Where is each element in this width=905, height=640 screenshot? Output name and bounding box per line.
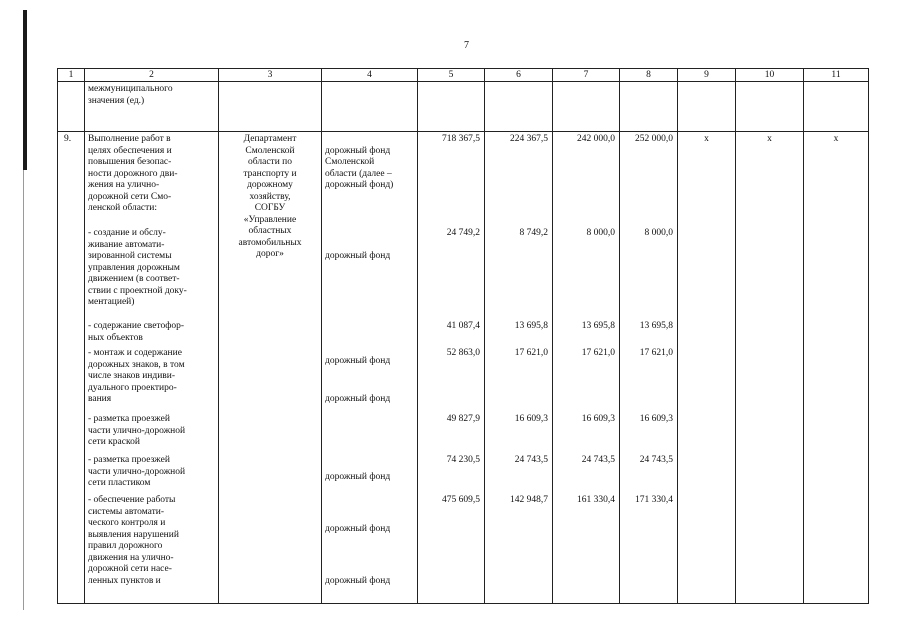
page-number: 7 xyxy=(464,40,469,51)
amount-value: 24 743,5 xyxy=(639,455,673,465)
amount-value: 17 621,0 xyxy=(581,348,615,358)
activity-cell xyxy=(85,132,219,604)
year3-amount-cell xyxy=(620,132,678,604)
program-table xyxy=(57,68,869,604)
continuation-row xyxy=(58,82,869,132)
activity-text: - обеспечение работы системы автомати- ческого контроля и выявления нарушений правил дорожного движения на улично- дорожной сети насе- ленных пунктов и xyxy=(88,495,179,586)
column-header: 1 xyxy=(58,69,85,82)
amount-value: 242 000,0 xyxy=(577,134,615,144)
col9-mark: х xyxy=(678,132,736,604)
column-header: 6 xyxy=(485,69,553,82)
amount-value: 52 863,0 xyxy=(446,348,480,358)
amount-value: 13 695,8 xyxy=(639,321,673,331)
amount-value: 24 743,5 xyxy=(514,455,548,465)
row-number: 9. xyxy=(58,132,85,604)
col11-mark: х xyxy=(804,132,869,604)
amount-value: 13 695,8 xyxy=(514,321,548,331)
column-header: 5 xyxy=(418,69,485,82)
activity-text: - монтаж и содержание дорожных знаков, в том числе знаков индиви- дуального проектиро- вания xyxy=(88,348,185,404)
column-header: 3 xyxy=(219,69,322,82)
amount-value: 74 230,5 xyxy=(446,455,480,465)
column-header: 11 xyxy=(804,69,869,82)
activity-text: - разметка проезжей части улично-дорожной сети краской xyxy=(88,414,186,447)
amount-value: 24 749,2 xyxy=(446,228,480,238)
column-header: 10 xyxy=(736,69,804,82)
amount-value: 16 609,3 xyxy=(581,414,615,424)
funding-source: дорожный фонд xyxy=(325,355,391,366)
amount-value: 8 000,0 xyxy=(644,228,673,238)
amount-value: 17 621,0 xyxy=(639,348,673,358)
column-number-row xyxy=(58,69,869,82)
amount-value: 49 827,9 xyxy=(446,414,480,424)
amount-value: 16 609,3 xyxy=(639,414,673,424)
activity-text: Выполнение работ в целях обеспечения и повышения безопас- ности дорожного дви- жения на улично- дорожной сети Смо- ленской области: xyxy=(88,134,178,213)
activity-text: - содержание светофор- ных объектов xyxy=(88,321,185,343)
activity-text: - создание и обслу- живание автомати- зированной системы управления дорожным движением (в соответ- ствии с проектной доку- ментацией) xyxy=(88,228,187,307)
activity-text: - разметка проезжей части улично-дорожной сети пластиком xyxy=(88,455,186,488)
column-header: 9 xyxy=(678,69,736,82)
column-header: 8 xyxy=(620,69,678,82)
total-amount-cell xyxy=(418,132,485,604)
continuation-text: межмуниципального значения (ед.) xyxy=(85,82,219,132)
amount-value: 718 367,5 xyxy=(442,134,480,144)
col10-mark: х xyxy=(736,132,804,604)
column-header: 2 xyxy=(85,69,219,82)
amount-value: 8 749,2 xyxy=(519,228,548,238)
funding-source: дорожный фонд xyxy=(325,394,391,404)
table-row xyxy=(58,132,869,604)
amount-value: 161 330,4 xyxy=(577,495,615,505)
amount-value: 16 609,3 xyxy=(514,414,548,424)
funding-source: дорожный фонд xyxy=(325,251,391,261)
amount-value: 24 743,5 xyxy=(581,455,615,465)
funding-source: дорожный фонд xyxy=(325,471,391,482)
column-header: 7 xyxy=(553,69,620,82)
amount-value: 8 000,0 xyxy=(586,228,615,238)
binder-edge-mark xyxy=(23,10,27,170)
column-header: 4 xyxy=(322,69,418,82)
year2-amount-cell xyxy=(553,132,620,604)
binder-edge-line xyxy=(23,170,24,610)
funding-source: дорожный фонд xyxy=(325,524,391,534)
year1-amount-cell xyxy=(485,132,553,604)
amount-value: 224 367,5 xyxy=(510,134,548,144)
amount-value: 41 087,4 xyxy=(446,321,480,331)
amount-value: 17 621,0 xyxy=(514,348,548,358)
amount-value: 171 330,4 xyxy=(635,495,673,505)
source-cell xyxy=(322,132,418,604)
funding-source: дорожный фонд Смоленской области (далее – дорожный фонд) xyxy=(325,145,394,190)
amount-value: 13 695,8 xyxy=(581,321,615,331)
executor-cell: Департамент Смоленской области по транспорту и дорожному хозяйству, СОГБУ «Управление областных автомобильных дорог» xyxy=(219,132,322,604)
amount-value: 475 609,5 xyxy=(442,495,480,505)
amount-value: 142 948,7 xyxy=(510,495,548,505)
funding-source: дорожный фонд xyxy=(325,575,391,586)
amount-value: 252 000,0 xyxy=(635,134,673,144)
